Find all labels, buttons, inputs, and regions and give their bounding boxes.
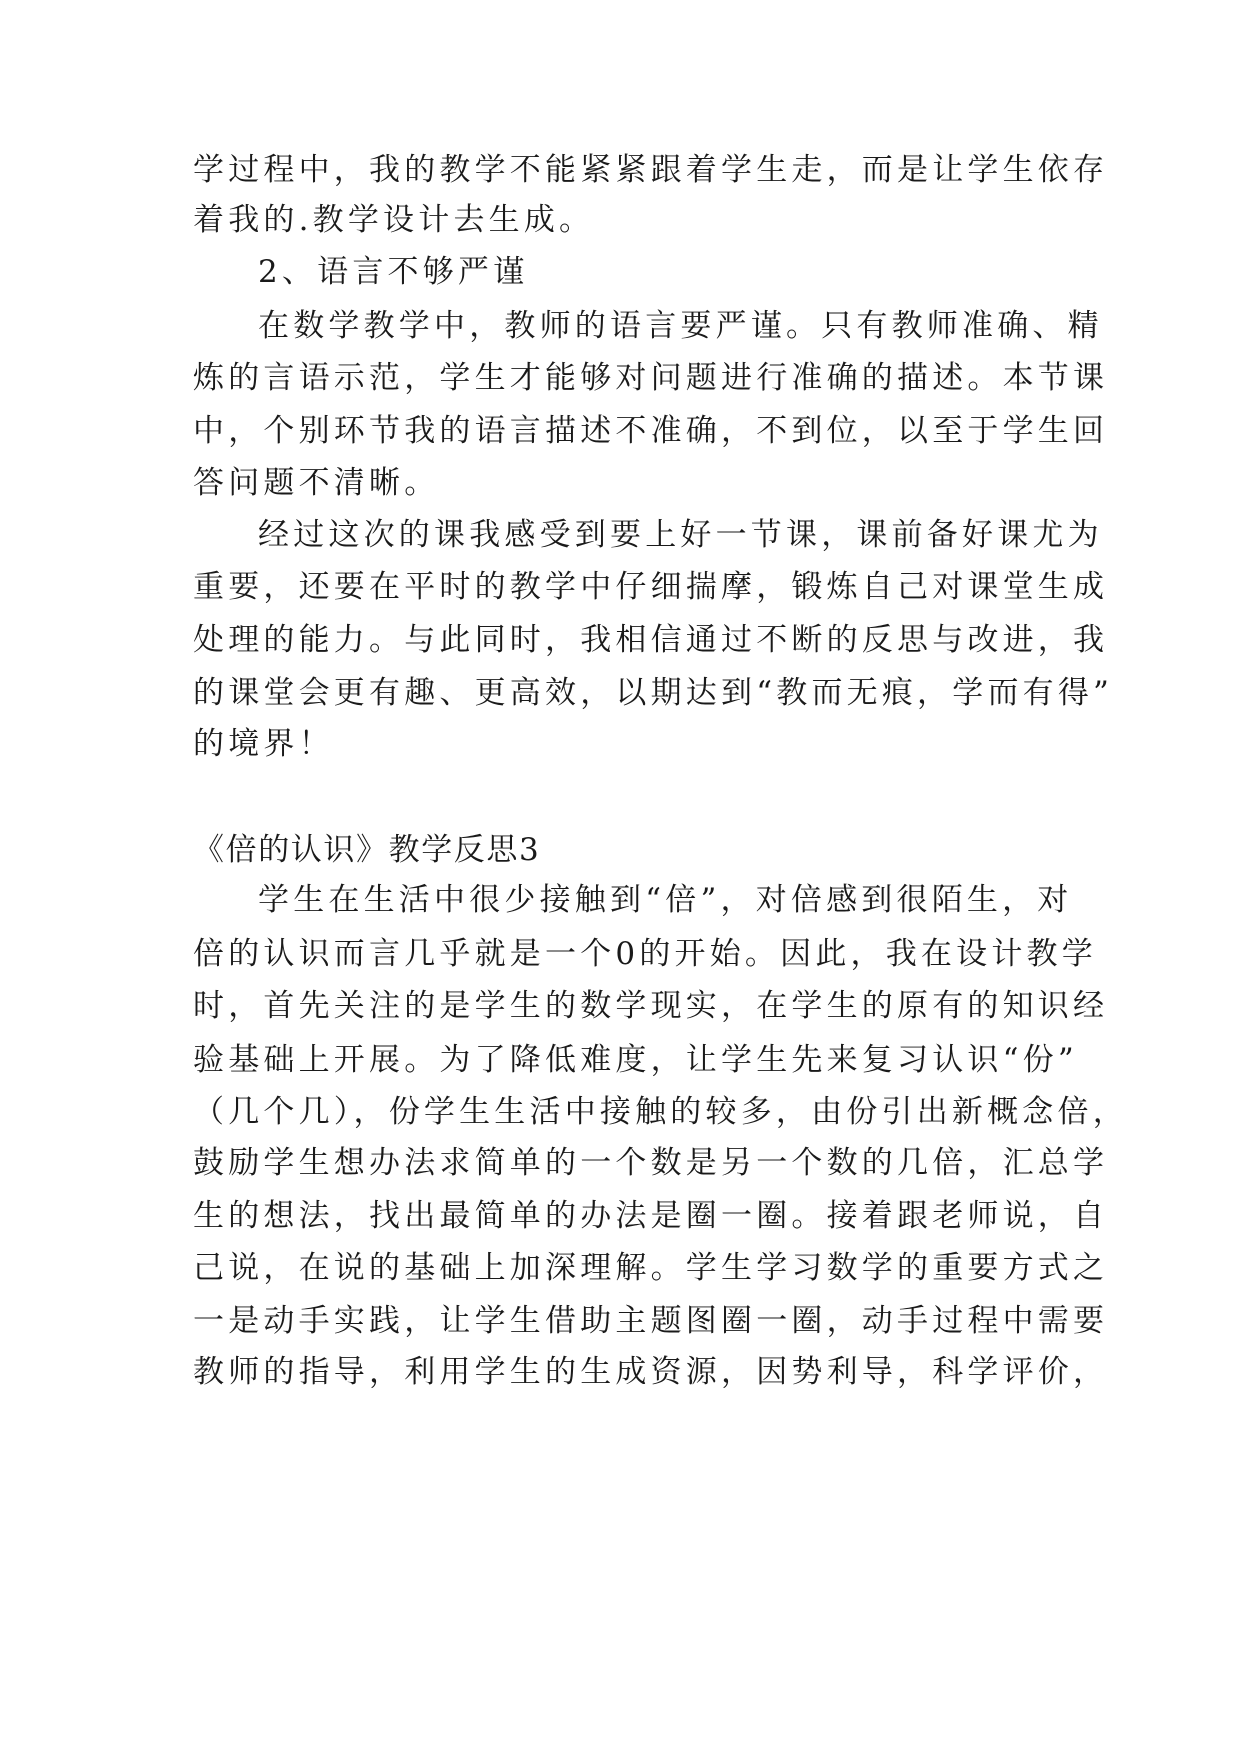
paragraph-line: 经过这次的课我感受到要上好一节课，课前备好课尤为	[258, 517, 1103, 553]
paragraph-line: 的境界！	[193, 726, 334, 762]
paragraph-line: 的课堂会更有趣、更高效，以期达到“教而无痕，学而有得”	[193, 675, 1114, 711]
section-title: 《倍的认识》教学反思3	[193, 832, 541, 868]
paragraph-line: 生的想法，找出最简单的办法是圈一圈。接着跟老师说，自	[193, 1198, 1109, 1234]
paragraph-line: 时，首先关注的是学生的数学现实，在学生的原有的知识经	[193, 988, 1109, 1024]
paragraph-line: 中，个别环节我的语言描述不准确，不到位，以至于学生回	[193, 413, 1109, 449]
paragraph-line: 处理的能力。与此同时，我相信通过不断的反思与改进，我	[193, 622, 1109, 658]
paragraph-line: 答问题不清晰。	[193, 465, 440, 501]
paragraph-line: 着我的.教学设计去生成。	[193, 202, 595, 238]
paragraph-line: 教师的指导，利用学生的生成资源，因势利导，科学评价，	[193, 1354, 1109, 1390]
paragraph-line: 倍的认识而言几乎就是一个0的开始。因此，我在设计教学	[193, 936, 1097, 972]
paragraph-line: 学过程中，我的教学不能紧紧跟着学生走，而是让学生依存	[193, 152, 1109, 188]
paragraph-line: 在数学教学中，教师的语言要严谨。只有教师准确、精	[258, 308, 1103, 344]
paragraph-line: （几个几），份学生生活中接触的较多，由份引出新概念倍，	[193, 1094, 1128, 1130]
paragraph-line: 重要，还要在平时的教学中仔细揣摩，锻炼自己对课堂生成	[193, 569, 1109, 605]
paragraph-line: 己说，在说的基础上加深理解。学生学习数学的重要方式之	[193, 1250, 1109, 1286]
paragraph-line: 鼓励学生想办法求简单的一个数是另一个数的几倍，汇总学	[193, 1145, 1109, 1181]
paragraph-line: 验基础上开展。为了降低难度，让学生先来复习认识“份”	[193, 1042, 1078, 1078]
paragraph-line: 炼的言语示范，学生才能够对问题进行准确的描述。本节课	[193, 360, 1109, 396]
paragraph-line: 学生在生活中很少接触到“倍”，对倍感到很陌生，对	[258, 882, 1073, 918]
paragraph-line: 一是动手实践，让学生借助主题图圈一圈，动手过程中需要	[193, 1303, 1109, 1339]
subheading: 2、语言不够严谨	[258, 254, 529, 290]
